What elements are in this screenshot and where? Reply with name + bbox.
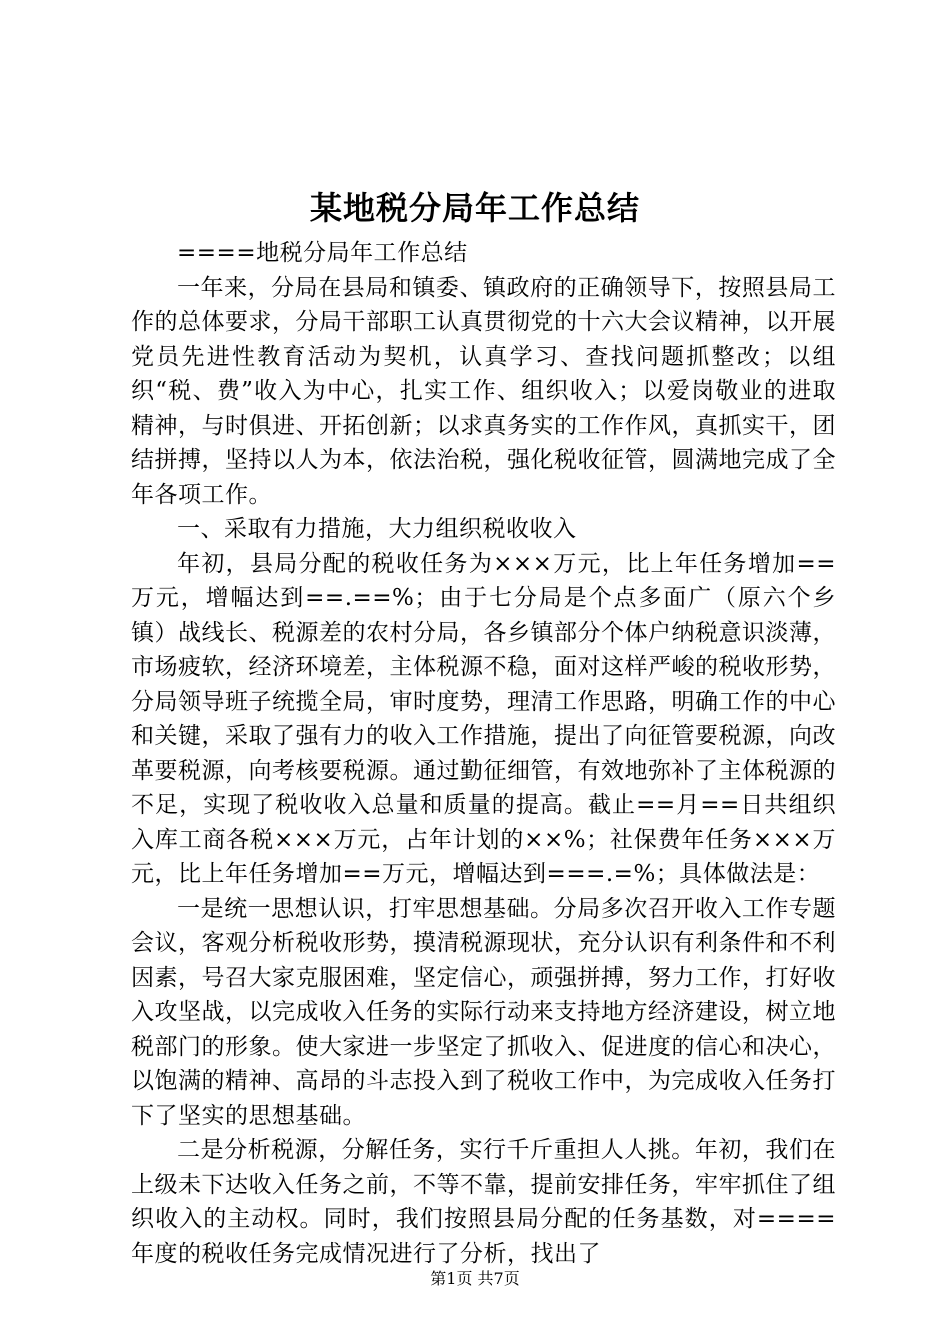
section-heading-1: 一、采取有力措施，大力组织税收收入 bbox=[177, 516, 577, 542]
paragraph-intro: 一年来，分局在县局和镇委、镇政府的正确领导下，按照县局工作的总体要求，分局干部职工认真贯彻党的十六大会议精神，以开展党员先进性教育活动为契机，认真学习、查找问题抓整改；以组织“税、费”收入为中心，扎实工作、组织收入；以爱岗敬业的进取精神，与时俱进、开拓创新；以求真务实的工作作风，真抓实干，团结拼搏，坚持以人为本，依法治税，强化税收征管，圆满地完成了全年各项工作。 bbox=[131, 274, 836, 508]
paragraph-point-1: 一是统一思想认识，打牢思想基础。分局多次召开收入工作专题会议，客观分析税收形势，摸清税源现状，充分认识有利条件和不利因素，号召大家克服困难，坚定信心，顽强拼搏，努力工作，打好收入攻坚战，以完成收入任务的实际行动来支持地方经济建设，树立地税部门的形象。使大家进一步坚定了抓收入、促进度的信心和决心，以饱满的精神、高昂的斗志投入到了税收工作中，为完成收入任务打下了坚实的思想基础。 bbox=[131, 895, 836, 1129]
paragraph-subtitle: ====地税分局年工作总结 bbox=[177, 240, 468, 266]
document-body bbox=[131, 236, 836, 1271]
paragraph-point-2: 二是分析税源，分解任务，实行千斤重担人人挑。年初，我们在上级未下达收入任务之前，不等不靠，提前安排任务，牢牢抓住了组织收入的主动权。同时，我们按照县局分配的任务基数，对====年度的税收任务完成情况进行了分析，找出了 bbox=[131, 1137, 836, 1267]
paragraph-tax-task: 年初，县局分配的税收任务为×××万元，比上年任务增加==万元，增幅达到==.==%；由于七分局是个点多面广（原六个乡镇）战线长、税源差的农村分局，各乡镇部分个体户纳税意识淡薄，市场疲软，经济环境差，主体税源不稳，面对这样严峻的税收形势，分局领导班子统揽全局，审时度势，理清工作思路，明确工作的中心和关键，采取了强有力的收入工作措施，提出了向征管要税源，向改革要税源，向考核要税源。通过勤征细管，有效地弥补了主体税源的不足，实现了税收收入总量和质量的提高。截止==月==日共组织入库工商各税×××万元，占年计划的××%；社保费年任务×××万元，比上年任务增加==万元，增幅达到===.=%；具体做法是： bbox=[131, 550, 836, 887]
document-title: 某地税分局年工作总结 bbox=[309, 189, 640, 227]
page-footer: 第1页 共7页 bbox=[430, 1269, 520, 1288]
